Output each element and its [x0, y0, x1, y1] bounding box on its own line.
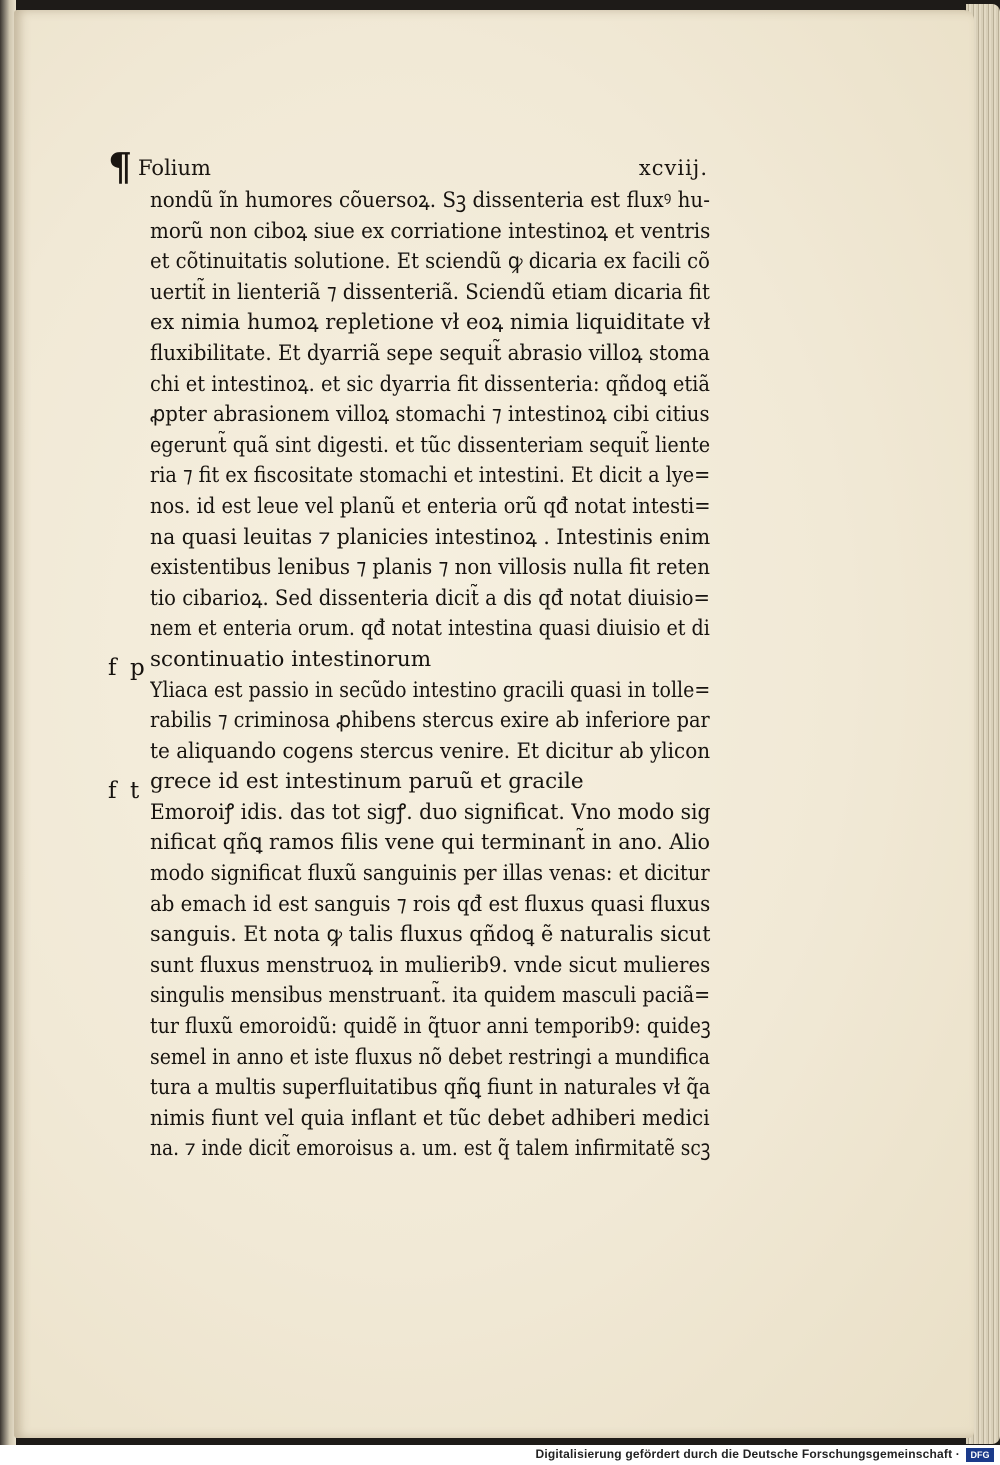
- text-line: sunt fluxus menstruoꝝ in mulierib9. vnde sicut mulieres: [150, 952, 711, 978]
- text-line: tura a multis superfluitatibus qñꝗ fiunt in naturales vł q̃a: [150, 1075, 711, 1101]
- main-text-block: [150, 186, 710, 1165]
- folio-number: xcviij.: [638, 156, 708, 180]
- margin-note-p: p: [130, 655, 145, 681]
- text-line: ꝓpter abrasionem villoꝝ stomachi ⁊ intestinoꝝ cibi citius: [150, 402, 710, 428]
- text-line: morũ non ciboꝝ siue ex corriatione intestinoꝝ et ventris: [150, 218, 711, 244]
- text-line: nondũ ĩn humores cõuersoꝝ. Sꝫ dissenteria est fluxꝰ hu-: [150, 188, 710, 213]
- text-line: grece id est intestinum paruũ et gracile: [150, 769, 584, 795]
- pilcrow-mark: ¶: [108, 144, 133, 189]
- text-line: tio cibarioꝝ. Sed dissenteria dicit̃ a dis qđ notat diuisio=: [150, 585, 710, 611]
- text-line: existentibus lenibus ⁊ planis ⁊ non villosis nulla fit reten: [150, 555, 710, 581]
- text-line: na. ⁊ inde dicit̃ emoroisus a. um. est q̃ talem infirmitatẽ scꝫ: [150, 1136, 711, 1162]
- text-line: nificat qñꝗ ramos filis vene qui terminant̃ in ano. Alio: [150, 830, 711, 856]
- margin-note-f: f: [108, 655, 117, 681]
- text-line: tur fluxũ emoroidũ: quidẽ in q̃tuor anni temporib9: quideꝫ: [150, 1014, 711, 1040]
- margin-note-f-2: f: [108, 778, 117, 804]
- text-line: fluxibilitate. Et dyarriã sepe sequit̃ abrasio villoꝝ stoma: [150, 340, 710, 366]
- text-line: ab emach id est sanguis ⁊ rois qđ est fluxus quasi fluxus: [150, 891, 710, 917]
- margin-note-t: t: [130, 778, 140, 804]
- text-line: semel in anno et iste fluxus nõ debet restringi a mundifica: [150, 1044, 710, 1070]
- text-line: nos. id est leue vel planũ et enteria orũ qđ notat intesti=: [150, 493, 711, 519]
- text-line: Emoroiꝭ idis. das tot sigꝭ. duo significat. Vno modo sig: [150, 799, 711, 825]
- text-line: singulis mensibus menstruant̃. ita quidem masculi paciã=: [150, 983, 710, 1009]
- text-line: rabilis ⁊ criminosa ꝓhibens stercus exire ab inferiore par: [150, 708, 710, 734]
- text-line: Yliaca est passio in secũdo intestino gracili quasi in tolle=: [150, 677, 711, 703]
- text-line: et cõtinuitatis solutione. Et sciendũ ꝙ dicaria ex facili cõ: [150, 249, 710, 275]
- header-title: Folium: [138, 156, 211, 180]
- text-line: nimis fiunt vel quia inflant et tũc debet adhiberi medici: [150, 1105, 710, 1131]
- page-header: [108, 144, 708, 189]
- text-line: uertit̃ in lienteriã ⁊ dissenteriã. Sciendũ etiam dicaria fit: [150, 279, 710, 305]
- dfg-logo: DFG: [966, 1448, 994, 1462]
- text-line: modo significat fluxũ sanguinis per illas venas: et dicitur: [150, 861, 710, 887]
- text-line: nem et enteria orum. qđ notat intestina quasi diuisio et di: [150, 616, 710, 642]
- footer-text: Digitalisierung gefördert durch die Deutsche Forschungsgemeinschaft ·: [535, 1447, 960, 1461]
- text-line: sanguis. Et nota ꝙ talis fluxus qñdoꝗ ẽ naturalis sicut: [150, 922, 711, 948]
- text-line: chi et intestinoꝝ. et sic dyarria fit dissenteria: qñdoꝗ etiã: [150, 371, 710, 397]
- text-line: egerunt̃ quã sint digesti. et tũc dissenteriam sequit̃ liente: [150, 432, 710, 458]
- text-line: te aliquando cogens stercus venire. Et dicitur ab ylicon: [150, 738, 711, 764]
- text-line: na quasi leuitas ⁊ planicies intestinoꝝ . Intestinis enim: [150, 524, 711, 550]
- text-line: ria ⁊ fit ex fiscositate stomachi et intestini. Et dicit a lye=: [150, 463, 711, 489]
- digitization-footer: [0, 1445, 1000, 1465]
- text-line: ex nimia humoꝝ repletione vł eoꝝ nimia liquiditate vł: [150, 310, 711, 336]
- text-line: scontinuatio intestinorum: [150, 646, 432, 672]
